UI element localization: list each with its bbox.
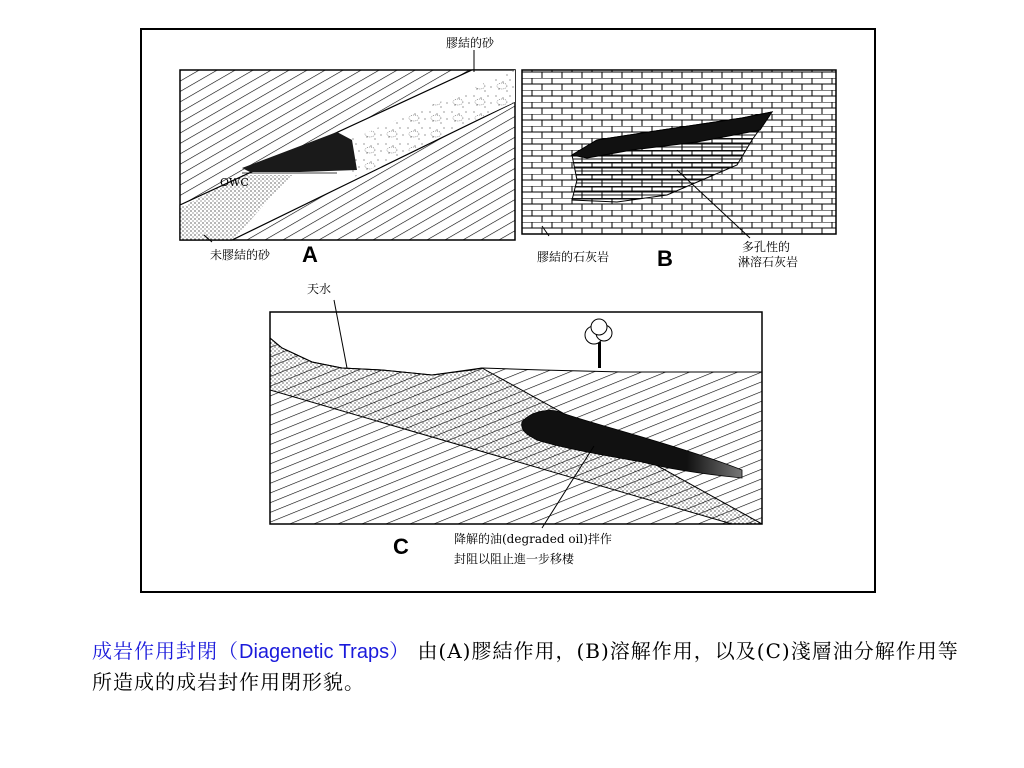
caption-title-en: Diagenetic Traps xyxy=(239,641,390,663)
panel-a xyxy=(180,50,515,242)
caption-body: 由(A)膠結作用，(B)溶解作用，以及(C)淺層油分解作用等所造成的成岩封作用閉形貌。 xyxy=(92,639,959,694)
label-cemented-limestone: 膠結的石灰岩 xyxy=(537,250,610,264)
figure-caption xyxy=(92,636,972,697)
label-uncemented-sand: 未膠結的砂 xyxy=(210,248,271,262)
label-porous-line1: 多孔性的 xyxy=(742,240,791,254)
diagenetic-traps-diagram xyxy=(142,30,878,595)
panel-c-sky xyxy=(270,312,762,375)
caption-title-zh-close: ） xyxy=(389,639,411,663)
panel-b xyxy=(522,70,836,238)
label-porous-line2: 淋溶石灰岩 xyxy=(738,255,799,269)
panel-a-letter: A xyxy=(302,242,318,267)
label-degraded-line1: 降解的油(degraded oil)拌作 xyxy=(454,532,612,546)
figure-frame xyxy=(140,28,876,593)
caption-title-zh-open: 成岩作用封閉（ xyxy=(92,639,239,663)
label-meteoric-water: 天水 xyxy=(307,282,332,296)
label-owc: OWC xyxy=(220,176,249,189)
label-cemented-sand: 膠結的砂 xyxy=(446,36,495,50)
panel-c xyxy=(270,300,762,528)
panel-c-letter: C xyxy=(393,534,409,559)
panel-b-letter: B xyxy=(657,246,673,271)
label-degraded-line2: 封阻以阻止進一步移棲 xyxy=(454,552,575,566)
